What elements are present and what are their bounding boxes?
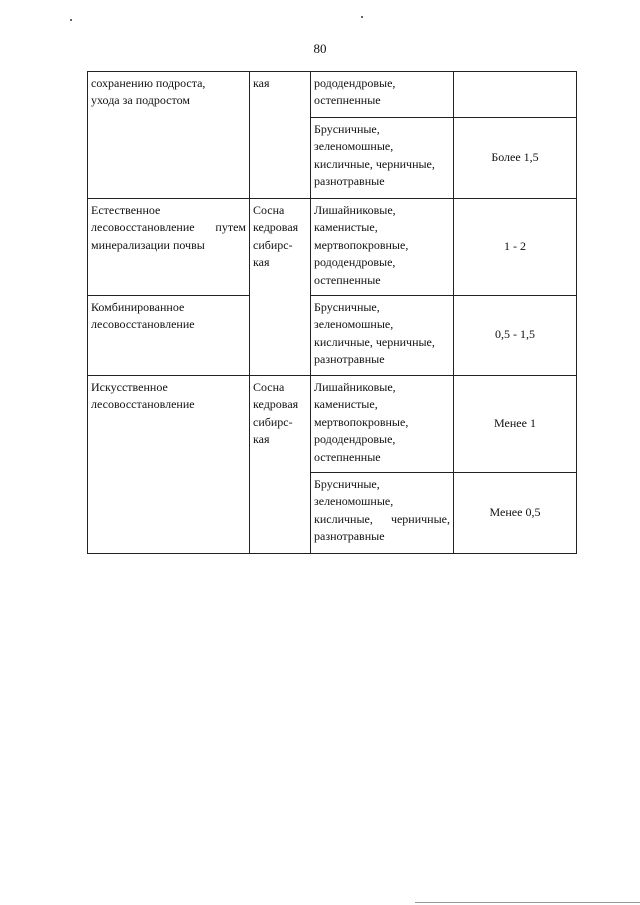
value-cell: 1 - 2: [454, 199, 577, 296]
table-row: [88, 72, 577, 118]
species-cell: [250, 376, 311, 554]
cell-line: кисличные, черничные,: [314, 334, 435, 349]
cell-line: Искусственное: [91, 380, 168, 394]
cell-line: кая: [253, 255, 270, 270]
cell-line: зеленомошные,: [314, 494, 394, 509]
cell-line: Лишайниковые,: [314, 203, 396, 217]
forest-type-cell: [311, 296, 454, 376]
value-cell: 0,5 - 1,5: [454, 296, 577, 376]
cell-line: кедровая: [253, 220, 299, 235]
cell-line: каменистые,: [314, 397, 378, 412]
cell-line: рододендровые,: [314, 76, 396, 90]
cell-line: рододендровые,: [314, 432, 396, 447]
cell-line: Брусничные,: [314, 477, 380, 491]
method-cell: [88, 376, 250, 554]
method-cell: [88, 72, 250, 199]
word: кисличные,: [314, 511, 373, 526]
forest-type-cell: [311, 199, 454, 296]
forest-type-cell: [311, 118, 454, 199]
scan-speck: [361, 16, 363, 18]
cell-line: зеленомошные,: [314, 317, 394, 332]
cell-line: мертвопокровные,: [314, 237, 409, 252]
cell-line: Сосна: [253, 203, 285, 217]
cell-line: Брусничные,: [314, 122, 380, 136]
method-cell: [88, 296, 250, 376]
cell-line: Естественное: [91, 203, 161, 217]
species-cell: [250, 72, 311, 199]
value-cell: Более 1,5: [454, 118, 577, 199]
cell-line: сибирс-: [253, 414, 293, 429]
forest-type-cell: [311, 72, 454, 118]
cell-line: лесовосстановление: [91, 317, 195, 332]
cell-line: рододендровые,: [314, 255, 396, 270]
cell-line: остепненные: [314, 272, 381, 287]
cell-line-justified: [91, 219, 246, 236]
cell-line: кая: [253, 76, 270, 90]
cell-line: сохранению подроста,: [91, 76, 206, 90]
scan-speck: [70, 19, 72, 21]
table-row: [88, 296, 577, 376]
cell-line: разнотравные: [314, 174, 385, 189]
cell-line: кисличные, черничные,: [314, 156, 435, 171]
cell-line: каменистые,: [314, 220, 378, 235]
cell-line: мертвопокровные,: [314, 414, 409, 429]
table-row: [88, 199, 577, 296]
value-cell: Менее 0,5: [454, 473, 577, 554]
page-number: 80: [313, 41, 327, 56]
word: черничные,: [390, 511, 450, 526]
word: лесовосстановление: [91, 220, 195, 235]
cell-line: Брусничные,: [314, 300, 380, 314]
cell-line: Комбинированное: [91, 300, 185, 314]
species-cell: [250, 199, 311, 376]
forest-type-cell: [311, 376, 454, 473]
scan-edge-line: [415, 902, 640, 903]
word: путем: [215, 220, 246, 235]
value-cell: Менее 1: [454, 376, 577, 473]
cell-line: разнотравные: [314, 529, 385, 544]
table-row: [88, 376, 577, 473]
cell-line: сибирс-: [253, 237, 293, 252]
cell-line: кедровая: [253, 397, 299, 412]
cell-line: разнотравные: [314, 352, 385, 367]
cell-line: остепненные: [314, 93, 381, 108]
forest-type-cell: [311, 473, 454, 554]
cell-line: ухода за подростом: [91, 93, 190, 108]
cell-line-justified: [314, 511, 450, 528]
cell-line: минерализации почвы: [91, 237, 205, 252]
cell-line: Лишайниковые,: [314, 380, 396, 394]
cell-line: Сосна: [253, 380, 285, 394]
cell-line: зеленомошные,: [314, 139, 394, 154]
method-cell: [88, 199, 250, 296]
value-cell: [454, 72, 577, 118]
forest-regeneration-table: [87, 71, 577, 554]
cell-line: кая: [253, 432, 270, 447]
cell-line: остепненные: [314, 449, 381, 464]
cell-line: лесовосстановление: [91, 397, 195, 412]
